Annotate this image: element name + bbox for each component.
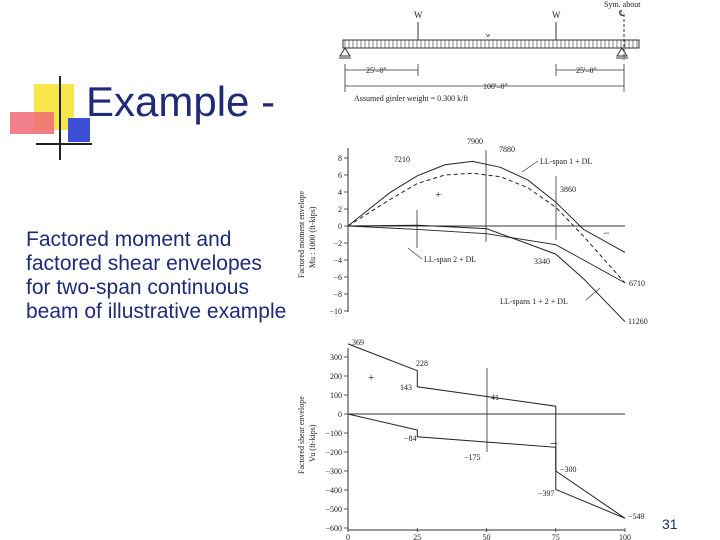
moment-legend-spans12: LL-spans 1 + 2 + DL (500, 297, 568, 306)
shear-minus-sign: − (550, 437, 558, 452)
distributed-load-label: w (486, 33, 491, 39)
shear-y-tick-label: −300 (325, 467, 342, 476)
shear-label-neg84: −84 (404, 434, 417, 443)
shear-y-tick-label: −600 (325, 524, 342, 533)
dim-total-label: 100'–0" (483, 82, 508, 91)
moment-label-11260: 11260 (628, 317, 648, 326)
shear-ylabel-2: Vu (ft-kips) (308, 424, 317, 462)
shear-label-neg397: −397 (538, 489, 555, 498)
shear-label-neg549: −549 (628, 512, 645, 521)
moment-series-line (348, 161, 625, 252)
shear-label-228: 228 (416, 359, 428, 368)
moment-y-tick-label: −8 (333, 290, 342, 299)
moment-y-tick-label: −10 (329, 307, 342, 316)
beam-body (343, 40, 639, 48)
moment-ylabel-2: Mu : 1000 (ft-kips) (308, 206, 317, 268)
beam-diagram (339, 14, 639, 92)
moment-label-3340: 3340 (534, 257, 550, 266)
shear-series-line (348, 344, 625, 518)
shear-y-tick-label: 300 (330, 353, 342, 362)
moment-envelope-chart (297, 137, 648, 326)
shear-y-tick-label: 200 (330, 372, 342, 381)
shear-x-tick-label: 25 (413, 533, 422, 540)
shear-envelope-chart (297, 338, 645, 540)
load-label-left: W (414, 10, 423, 20)
symmetry-label-1: Sym. about (604, 0, 641, 9)
moment-y-tick-label: −2 (333, 239, 342, 248)
shear-series-line (348, 414, 625, 518)
shear-x-tick-label: 100 (619, 533, 631, 540)
slide-title: Example - (86, 78, 276, 125)
dim-left-label: 25'–0" (366, 66, 387, 75)
page-number: 31 (662, 516, 678, 532)
shear-ylabel-1: Factored shear envelope (297, 396, 306, 474)
moment-y-tick-label: −6 (333, 273, 342, 282)
shear-label-41: 41 (491, 393, 499, 402)
support-right (616, 48, 628, 58)
moment-y-tick-label: 6 (338, 171, 342, 180)
moment-y-tick-label: 4 (338, 188, 342, 197)
moment-y-tick-label: 8 (338, 154, 342, 163)
girder-weight-note: Assumed girder weight = 0.300 k/ft (354, 94, 469, 103)
shear-label-369: 369 (352, 338, 364, 347)
moment-plus-sign: + (435, 189, 442, 201)
moment-pointer-span1 (522, 161, 538, 172)
moment-y-tick-label: −4 (333, 256, 342, 265)
shear-label-neg175: −175 (464, 453, 481, 462)
moment-minus-sign: − (603, 226, 610, 240)
shear-y-tick-label: −200 (325, 448, 342, 457)
figure-caption: Factored moment and factored shear envelopes for two-span continuous beam of illustrative example (26, 228, 287, 323)
moment-ylabel-1: Factored moment envelope (297, 190, 306, 278)
shear-x-tick-label: 0 (346, 533, 350, 540)
support-left (339, 48, 351, 58)
shear-y-tick-label: −400 (325, 486, 342, 495)
load-label-right: W (552, 10, 561, 20)
moment-label-7210: 7210 (394, 155, 410, 164)
moment-label-7880: 7880 (499, 145, 515, 154)
moment-y-tick-label: 0 (338, 222, 342, 231)
moment-legend-span1: LL-span 1 + DL (540, 157, 593, 166)
shear-x-tick-label: 50 (482, 533, 491, 540)
beam-labels (354, 0, 641, 103)
moment-label-6710: 6710 (629, 279, 645, 288)
shear-x-tick-label: 75 (551, 533, 560, 540)
shear-y-tick-label: −100 (325, 429, 342, 438)
moment-label-7900: 7900 (467, 137, 483, 146)
dim-right-label: 25'–0" (576, 66, 597, 75)
moment-series-line (348, 226, 625, 283)
shear-y-tick-label: 100 (330, 391, 342, 400)
moment-label-3860: 3860 (560, 185, 576, 194)
symmetry-label-2: ℄ (619, 9, 625, 18)
moment-y-tick-label: 2 (338, 205, 342, 214)
moment-pointer-span2 (408, 248, 422, 259)
shear-label-neg300: −300 (560, 465, 577, 474)
shear-y-tick-label: 0 (338, 410, 342, 419)
shear-plus-sign: + (368, 372, 375, 384)
shear-label-143: 143 (400, 383, 412, 392)
moment-series-line (348, 225, 625, 322)
shear-y-tick-label: −500 (325, 505, 342, 514)
moment-legend-span2: LL-span 2 + DL (424, 255, 477, 264)
